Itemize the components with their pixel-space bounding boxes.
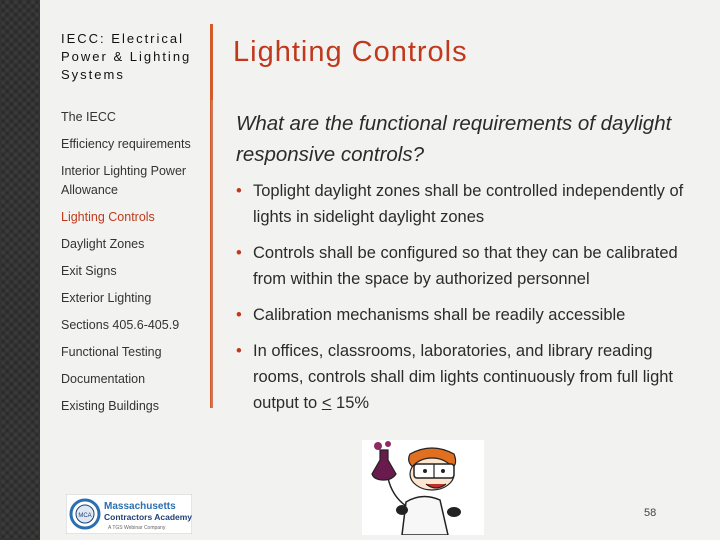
nav-item-interior-lighting-power[interactable]: Interior Lighting Power Allowance: [61, 164, 187, 197]
left-decorative-strip: [0, 0, 40, 540]
massachusetts-contractors-academy-logo: [66, 494, 192, 534]
nav-item-iecc[interactable]: The IECC: [61, 110, 116, 124]
nav-item-exterior-lighting[interactable]: Exterior Lighting: [61, 291, 152, 305]
logo-line2: Contractors Academy: [104, 512, 192, 522]
nav-item-documentation[interactable]: Documentation: [61, 372, 146, 386]
bullet-text-end: 15%: [331, 394, 370, 412]
bullet-list: [236, 178, 686, 426]
nav-item-sections[interactable]: Sections 405.6-405.9: [61, 318, 180, 332]
bullet-text: Calibration mechanisms shall be readily accessible: [253, 306, 626, 324]
bullet-marker: •: [236, 244, 242, 262]
bullet-marker: •: [236, 342, 242, 360]
nav-item-exit-signs[interactable]: Exit Signs: [61, 264, 117, 278]
sidebar: [61, 30, 206, 424]
cartoon-scientist-illustration: [362, 440, 484, 535]
bullet-marker: •: [236, 306, 242, 324]
logo-line1: Massachusetts: [104, 501, 176, 512]
bullet-item: [236, 338, 686, 416]
bullet-marker: •: [236, 182, 242, 200]
bullet-item: [236, 178, 686, 230]
nav-item-functional-testing[interactable]: Functional Testing: [61, 345, 162, 359]
bullet-text: Toplight daylight zones shall be controlled independently of lights in sidelight daylight zones: [253, 182, 684, 226]
slide-title: Lighting Controls: [233, 36, 468, 68]
page-number: 58: [644, 507, 657, 519]
sidebar-title: IECC: Electrical Power & Lighting Systems: [61, 31, 192, 82]
bullet-item: [236, 302, 686, 328]
divider-shadow: [211, 100, 213, 408]
nav-item-daylight-zones[interactable]: Daylight Zones: [61, 237, 145, 251]
nav-item-lighting-controls[interactable]: Lighting Controls: [61, 210, 155, 224]
logo-line3: A TGS Webinar Company: [108, 525, 166, 531]
nav-item-efficiency-requirements[interactable]: Efficiency requirements: [61, 137, 191, 151]
logo-badge-text: MCA: [78, 513, 92, 519]
bullet-text: Controls shall be configured so that they can be calibrated from within the space by authorized personnel: [253, 244, 678, 288]
bullet-item: [236, 240, 686, 292]
slide-question: What are the functional requirements of daylight responsive controls?: [236, 112, 672, 166]
bullet-text: In offices, classrooms, laboratories, and library reading rooms, controls shall dim lights continuously from full light output to: [253, 342, 674, 412]
less-than-symbol: <: [321, 394, 332, 412]
nav-item-existing-buildings[interactable]: Existing Buildings: [61, 399, 159, 413]
